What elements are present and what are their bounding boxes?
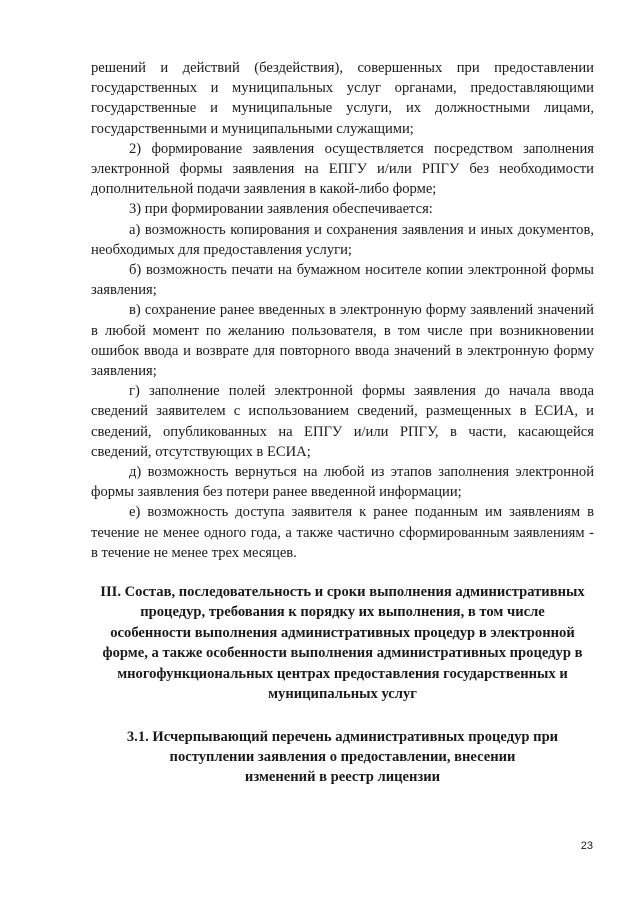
paragraph: 2) формирование заявления осуществляется посредством заполнения электронной формы заявления на ЕПГУ и/или РПГУ без необходимости дополнительной подачи заявления в какой-либо форме; — [91, 140, 594, 198]
paragraph: решений и действий (бездействия), совершенных при предоставлении государственных и муниципальных услуг органами, предоставляющими государственные и муниципальные услуги, их должностными лицами, государственными и муниципальными служащими; — [91, 60, 594, 137]
subsection-title-line: изменений в реестр лицензии — [244, 769, 441, 786]
section-title-line: муниципальных услуг — [268, 686, 417, 703]
paragraph: а) возможность копирования и сохранения заявления и иных документов, необходимых для предоставления услуги; — [91, 221, 594, 258]
section-title — [91, 582, 594, 704]
paragraph: д) возможность вернуться на любой из этапов заполнения электронной формы заявления без потери ранее введенной информации; — [91, 464, 594, 501]
paragraph: б) возможность печати на бумажном носителе копии электронной формы заявления; — [91, 262, 594, 299]
section-title-line: особенности выполнения административных процедур в электронной — [110, 624, 575, 641]
subsection-title-line: поступлении заявления о предоставлении, внесении — [169, 748, 516, 765]
subsection-title-line: 3.1. Исчерпывающий перечень административных процедур при — [126, 728, 559, 745]
paragraph: г) заполнение полей электронной формы заявления до начала ввода сведений заявителем с использованием сведений, размещенных в ЕСИА, и сведений, опубликованных на ЕПГУ и/или РПГУ, в части, касающейся сведений, отсутствующих в ЕСИА; — [91, 383, 594, 460]
subsection-title — [91, 727, 594, 788]
section-title-line: форме, а также особенности выполнения административных процедур в — [102, 645, 583, 662]
section-title-line: процедур, требования к порядку их выполнения, в том числе — [140, 604, 545, 621]
paragraph: 3) при формировании заявления обеспечивается: — [129, 201, 433, 218]
paragraph: в) сохранение ранее введенных в электронную форму заявлений значений в любой момент по желанию пользователя, в том числе при возникновении ошибок ввода и возврате для повторного ввода значений в электронную форму заявления; — [91, 302, 594, 380]
paragraph: е) возможность доступа заявителя к ранее поданным им заявлениям в течение не менее одного года, а также частично сформированным заявлениям - в течение не менее трех месяцев. — [91, 504, 594, 561]
section-title-line: многофункциональных центрах предоставления государственных и — [117, 665, 568, 682]
document-body — [91, 58, 594, 788]
section-title-line: III. Состав, последовательность и сроки выполнения административных — [100, 584, 585, 601]
page-number: 23 — [580, 840, 593, 852]
